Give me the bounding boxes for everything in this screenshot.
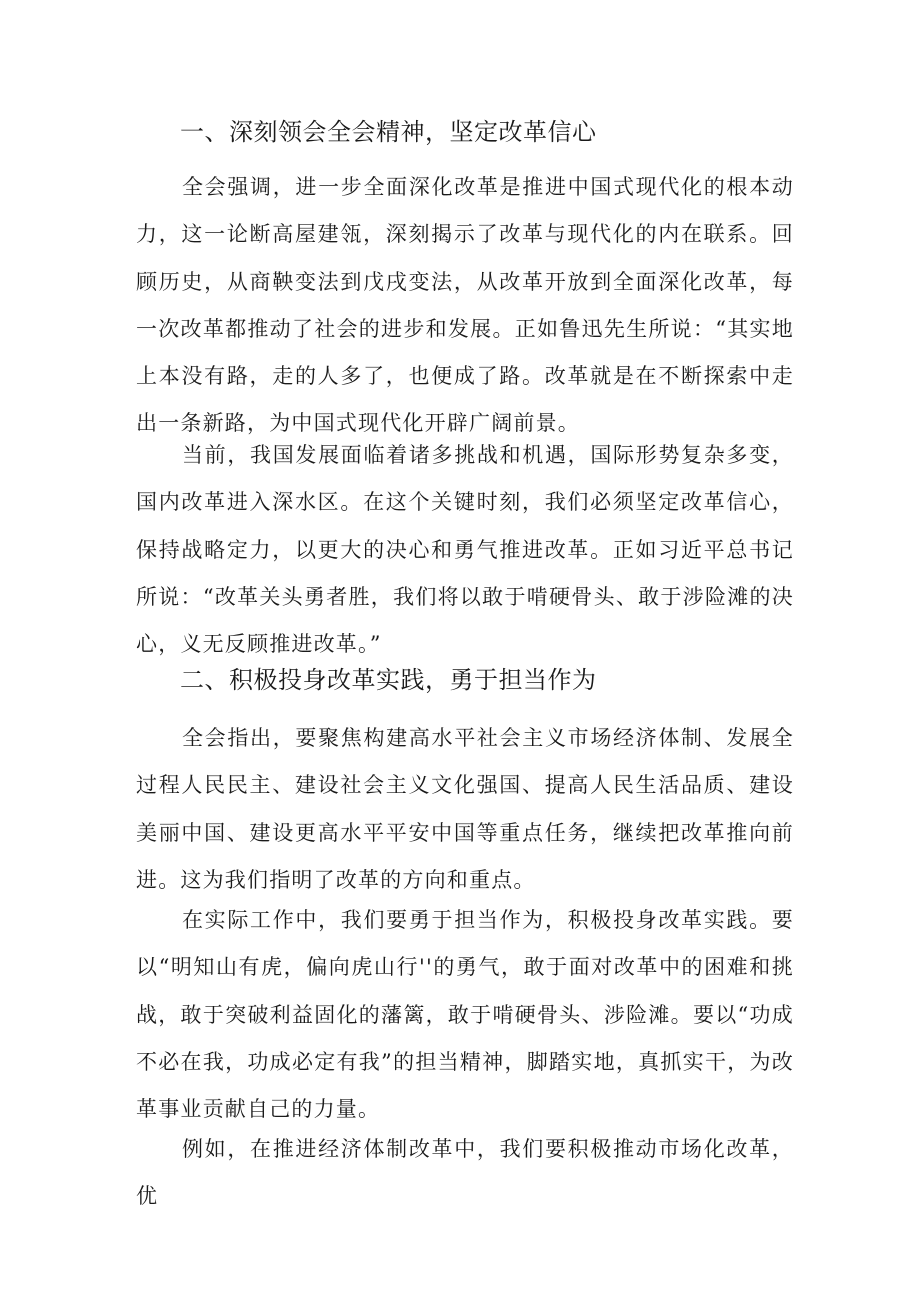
section-2-paragraph-2: 在实际工作中，我们要勇于担当作为，积极投身改革实践。要以“明知山有虎，偏向虎山行''的勇气，敢于面对改革中的困难和挑战，敢于突破利益固化的藩篱，敢于啃硬骨头、涉险滩。要以“功成不必在我，功成必定有我”的担当精神，脚踏实地，真抓实干，为改革事业贡献自己的力量。 (136, 908, 794, 1122)
section-1-heading: 一、深刻领会全会精神，坚定改革信心 (180, 118, 597, 146)
section-2-paragraph-1: 全会指出，要聚焦构建高水平社会主义市场经济体制、发展全过程人民民主、建设社会主义文化强国、提高人民生活品质、建设美丽中国、建设更高水平平安中国等重点任务，继续把改革推向前进。这为我们指明了改革的方向和重点。 (136, 726, 794, 892)
section-1-paragraph-2: 当前，我国发展面临着诸多挑战和机遇，国际形势复杂多变，国内改革进入深水区。在这个关键时刻，我们必须坚定改革信心，保持战略定力，以更大的决心和勇气推进改革。正如习近平总书记所说：“改革关头勇者胜，我们将以敢于啃硬骨头、敢于涉险滩的决心，义无反顾推进改革。” (136, 443, 794, 657)
section-2-paragraph-3: 例如，在推进经济体制改革中，我们要积极推动市场化改革，优 (136, 1137, 794, 1209)
section-2-heading: 二、积极投身改革实践，勇于担当作为 (180, 666, 597, 694)
section-1-paragraph-1: 全会强调，进一步全面深化改革是推进中国式现代化的根本动力，这一论断高屋建瓴，深刻揭示了改革与现代化的内在联系。回顾历史，从商鞅变法到戊戌变法，从改革开放到全面深化改革，每一次改革都推动了社会的进步和发展。正如鲁迅先生所说：“其实地上本没有路，走的人多了，也便成了路。改革就是在不断探索中走出一条新路，为中国式现代化开辟广阔前景。 (136, 175, 794, 436)
